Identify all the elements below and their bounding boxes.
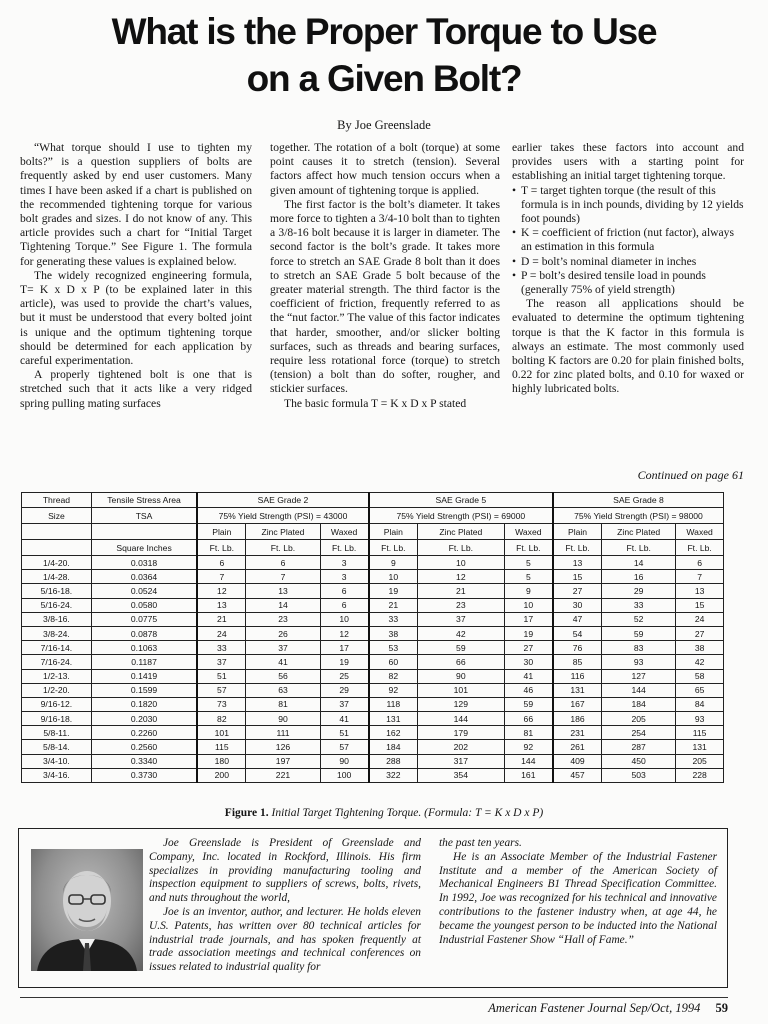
torque-cell: 25 — [320, 669, 369, 683]
thread-size-cell: 7/16-24. — [22, 655, 92, 669]
byline: By Joe Greenslade — [337, 118, 431, 132]
torque-cell: 76 — [553, 641, 602, 655]
torque-cell: 30 — [504, 655, 553, 669]
tsa-cell: 0.0524 — [91, 584, 197, 598]
torque-cell: 57 — [320, 740, 369, 754]
torque-cell: 84 — [676, 697, 724, 711]
torque-cell: 41 — [246, 655, 320, 669]
list-item: • K = coefficient of friction (nut factor), always an estimation in this formula — [512, 226, 744, 254]
torque-cell: 29 — [320, 683, 369, 697]
paragraph: The basic formula T = K x D x P stated — [284, 396, 467, 410]
tsa-cell: 0.0580 — [91, 598, 197, 612]
tsa-cell: 0.2560 — [91, 740, 197, 754]
torque-cell: 73 — [197, 697, 246, 711]
torque-cell: 3 — [320, 556, 369, 570]
torque-cell: 7 — [197, 570, 246, 584]
torque-cell: 66 — [504, 712, 553, 726]
paragraph: A properly tightened bolt is one that is stretched such that it acts like a very ridged spring pulling mating surfaces — [20, 368, 252, 410]
torque-cell: 12 — [320, 626, 369, 640]
table-row — [22, 669, 724, 683]
header-finish: Zinc Plated — [602, 524, 676, 540]
tsa-cell: 0.0364 — [91, 570, 197, 584]
article-title — [0, 8, 768, 102]
table-row — [22, 740, 724, 754]
list-item: • T = target tighten torque (the result of this formula is in inch pounds, dividing by 12 yields foot pounds) — [512, 184, 744, 227]
torque-cell: 115 — [197, 740, 246, 754]
header-grade-5: SAE Grade 5 — [369, 493, 553, 508]
torque-cell: 83 — [602, 641, 676, 655]
torque-cell: 56 — [246, 669, 320, 683]
header-finish: Plain — [369, 524, 418, 540]
torque-cell: 126 — [246, 740, 320, 754]
header-finish: Waxed — [504, 524, 553, 540]
article-column-1 — [20, 141, 252, 411]
torque-cell: 6 — [676, 556, 724, 570]
header-tsa-abbr: TSA — [91, 508, 197, 524]
header-unit: Ft. Lb. — [417, 540, 504, 556]
torque-cell: 37 — [197, 655, 246, 669]
torque-cell: 52 — [602, 612, 676, 626]
paragraph: earlier takes these factors into account and provides users with a starting point for establishing an initial target tightening torque. — [512, 141, 744, 183]
torque-cell: 17 — [320, 641, 369, 655]
portrait-icon — [31, 849, 143, 971]
header-finish: Plain — [197, 524, 246, 540]
thread-size-cell: 5/8-14. — [22, 740, 92, 754]
torque-cell: 167 — [553, 697, 602, 711]
torque-cell: 131 — [369, 712, 418, 726]
thread-size-cell: 1/2-20. — [22, 683, 92, 697]
torque-cell: 184 — [369, 740, 418, 754]
torque-cell: 59 — [504, 697, 553, 711]
thread-size-cell: 9/16-12. — [22, 697, 92, 711]
thread-size-cell: 3/8-16. — [22, 612, 92, 626]
header-finish: Waxed — [676, 524, 724, 540]
article-body — [20, 141, 744, 485]
table-row — [22, 712, 724, 726]
list-item: • D = bolt’s nominal diameter in inches — [512, 255, 744, 269]
torque-cell: 65 — [676, 683, 724, 697]
tsa-cell: 0.3730 — [91, 768, 197, 782]
tsa-cell: 0.2030 — [91, 712, 197, 726]
table-row — [22, 556, 724, 570]
table-row — [22, 570, 724, 584]
torque-cell: 15 — [676, 598, 724, 612]
header-finish: Waxed — [320, 524, 369, 540]
torque-cell: 37 — [246, 641, 320, 655]
header-unit: Ft. Lb. — [369, 540, 418, 556]
header-size: Size — [22, 508, 92, 524]
torque-cell: 6 — [246, 556, 320, 570]
torque-cell: 101 — [197, 726, 246, 740]
torque-cell: 30 — [553, 598, 602, 612]
torque-cell: 90 — [417, 669, 504, 683]
tsa-cell: 0.1820 — [91, 697, 197, 711]
torque-cell: 19 — [504, 626, 553, 640]
torque-cell: 21 — [369, 598, 418, 612]
torque-cell: 6 — [320, 598, 369, 612]
torque-cell: 205 — [676, 754, 724, 768]
torque-cell: 205 — [602, 712, 676, 726]
torque-cell: 90 — [320, 754, 369, 768]
torque-cell: 144 — [417, 712, 504, 726]
author-bio-box — [18, 828, 728, 988]
torque-cell: 60 — [369, 655, 418, 669]
torque-cell: 24 — [197, 626, 246, 640]
torque-cell: 46 — [504, 683, 553, 697]
table-row — [22, 754, 724, 768]
figure-caption — [0, 807, 768, 819]
torque-cell: 14 — [246, 598, 320, 612]
table-row — [22, 626, 724, 640]
table-row — [22, 768, 724, 782]
table-row — [22, 584, 724, 598]
torque-cell: 131 — [676, 740, 724, 754]
torque-cell: 10 — [369, 570, 418, 584]
thread-size-cell: 1/4-20. — [22, 556, 92, 570]
page-number: 59 — [715, 1001, 728, 1015]
table-row — [22, 612, 724, 626]
torque-cell: 144 — [504, 754, 553, 768]
torque-cell: 23 — [246, 612, 320, 626]
thread-size-cell: 1/4-28. — [22, 570, 92, 584]
torque-cell: 27 — [504, 641, 553, 655]
torque-cell: 92 — [369, 683, 418, 697]
torque-cell: 162 — [369, 726, 418, 740]
torque-cell: 51 — [320, 726, 369, 740]
header-tsa: Tensile Stress Area — [91, 493, 197, 508]
header-finish: Zinc Plated — [246, 524, 320, 540]
header-finish: Zinc Plated — [417, 524, 504, 540]
torque-cell: 51 — [197, 669, 246, 683]
torque-cell: 7 — [676, 570, 724, 584]
paragraph: The first factor is the bolt’s diameter. It takes more force to tighten a 3/4-10 bolt than to tighten a 3/8-16 bolt because it is larger in diameter. The second factor is the bolt’s grade. It takes more force to stretch an SAE Grade 8 bolt than it does to stretch an SAE Grade 5 bolt because of the greater material strength. The third factor is the coefficient of friction, frequently referred to as the “nut factor.” The value of this factor indicates that harder, smoother, and/or slicker bolting surfaces, such as threads and bearing surfaces, require less rotational force (torque) to stretch (tension) a bolt than do softer, rougher, and stickier surfaces. — [270, 197, 500, 396]
torque-cell: 5 — [504, 556, 553, 570]
torque-cell: 127 — [602, 669, 676, 683]
paragraph: The widely recognized engineering formula, T= K x D x P (to be explained later in this article), was used to provide the chart’s values, but it must be understood that every bolted joint is unique and the optimum tightening torque should be determined for each application by careful experimentation. — [20, 268, 252, 368]
torque-cell: 37 — [320, 697, 369, 711]
torque-cell: 42 — [676, 655, 724, 669]
tsa-cell: 0.1063 — [91, 641, 197, 655]
table-body — [22, 556, 724, 783]
torque-cell: 27 — [553, 584, 602, 598]
thread-size-cell: 3/8-24. — [22, 626, 92, 640]
header-grade-8: SAE Grade 8 — [553, 493, 724, 508]
header-grade-2: SAE Grade 2 — [197, 493, 369, 508]
table-row — [22, 726, 724, 740]
torque-cell: 26 — [246, 626, 320, 640]
torque-cell: 12 — [417, 570, 504, 584]
torque-cell: 57 — [197, 683, 246, 697]
tsa-cell: 0.1599 — [91, 683, 197, 697]
torque-cell: 41 — [504, 669, 553, 683]
torque-cell: 93 — [602, 655, 676, 669]
header-unit: Ft. Lb. — [246, 540, 320, 556]
torque-cell: 161 — [504, 768, 553, 782]
torque-cell: 15 — [553, 570, 602, 584]
table-row — [22, 598, 724, 612]
torque-cell: 101 — [417, 683, 504, 697]
torque-cell: 115 — [676, 726, 724, 740]
torque-cell: 202 — [417, 740, 504, 754]
torque-cell: 129 — [417, 697, 504, 711]
torque-cell: 33 — [602, 598, 676, 612]
thread-size-cell: 3/4-16. — [22, 768, 92, 782]
torque-cell: 16 — [602, 570, 676, 584]
torque-cell: 24 — [676, 612, 724, 626]
torque-cell: 38 — [369, 626, 418, 640]
thread-size-cell: 5/16-18. — [22, 584, 92, 598]
caption-label: Figure 1. — [224, 807, 269, 819]
torque-cell: 81 — [246, 697, 320, 711]
paragraph: together. The rotation of a bolt (torque) at some point causes it to stretch (tension). Several factors affect how much tension occurs when a given amount of tightening torque is applied. — [270, 141, 500, 197]
torque-cell: 63 — [246, 683, 320, 697]
torque-cell: 10 — [504, 598, 553, 612]
header-unit: Ft. Lb. — [197, 540, 246, 556]
paragraph: He is an Associate Member of the Industrial Fastener Institute and a member of the American Society of Mechanical Engineers B1 Thread Specification Committee. In 1992, Joe was recognized for his technical and innovative contributions to the fastener industry when, at age 44, he became the youngest person to be inducted into the National Industrial Fastener Show “Hall of Fame.” — [439, 850, 717, 946]
torque-cell: 33 — [369, 612, 418, 626]
torque-cell: 23 — [417, 598, 504, 612]
torque-cell: 197 — [246, 754, 320, 768]
torque-table — [21, 492, 724, 783]
header-unit: Ft. Lb. — [676, 540, 724, 556]
torque-cell: 186 — [553, 712, 602, 726]
torque-cell: 9 — [369, 556, 418, 570]
tsa-cell: 0.0318 — [91, 556, 197, 570]
torque-cell: 13 — [246, 584, 320, 598]
torque-cell: 100 — [320, 768, 369, 782]
torque-cell: 21 — [417, 584, 504, 598]
torque-cell: 33 — [197, 641, 246, 655]
table-row — [22, 683, 724, 697]
header-empty — [91, 524, 197, 540]
title-line-2: on a Given Bolt? — [246, 58, 522, 99]
torque-cell: 6 — [320, 584, 369, 598]
torque-cell: 261 — [553, 740, 602, 754]
thread-size-cell: 9/16-18. — [22, 712, 92, 726]
torque-cell: 10 — [417, 556, 504, 570]
torque-cell: 29 — [602, 584, 676, 598]
tsa-cell: 0.2260 — [91, 726, 197, 740]
torque-cell: 5 — [504, 570, 553, 584]
torque-cell: 228 — [676, 768, 724, 782]
header-empty — [22, 524, 92, 540]
torque-cell: 13 — [553, 556, 602, 570]
torque-cell: 93 — [676, 712, 724, 726]
continued-note: Continued on page 61 — [637, 468, 744, 482]
caption-text: Initial Target Tightening Torque. (Formula: T = K x D x P) — [271, 807, 544, 819]
header-thread: Thread — [22, 493, 92, 508]
torque-cell: 12 — [197, 584, 246, 598]
torque-cell: 19 — [369, 584, 418, 598]
torque-cell: 53 — [369, 641, 418, 655]
table-row — [22, 641, 724, 655]
torque-cell: 7 — [246, 570, 320, 584]
paragraph: Joe Greenslade is President of Greenslade and Company, Inc. located in Rockford, Illinois. His firm specializes in providing manufacturing tooling and inspection equipment to suppliers of screws, bolts, rivets, and nuts throughout the world, — [149, 837, 421, 905]
torque-cell: 90 — [246, 712, 320, 726]
torque-cell: 9 — [504, 584, 553, 598]
tsa-cell: 0.1419 — [91, 669, 197, 683]
torque-cell: 82 — [369, 669, 418, 683]
torque-cell: 47 — [553, 612, 602, 626]
torque-cell: 116 — [553, 669, 602, 683]
bio-column-2 — [439, 837, 717, 947]
paragraph: “What torque should I use to tighten my bolts?” is a question suppliers of bolts are frequently asked by end user customers. Many times I have been asked if a chart is published on the recommended tightening torque for various bolt grades and sizes. I do not know of any. This article provides such a chart for “Initial Target Tightening Torque.” See Figure 1. The formula for generating these values is explained below. — [20, 141, 252, 268]
torque-cell: 10 — [320, 612, 369, 626]
torque-cell: 66 — [417, 655, 504, 669]
page-footer — [488, 1001, 728, 1016]
torque-cell: 19 — [320, 655, 369, 669]
bio-column-1 — [149, 837, 421, 975]
torque-cell: 254 — [602, 726, 676, 740]
tsa-cell: 0.3340 — [91, 754, 197, 768]
torque-cell: 21 — [197, 612, 246, 626]
header-yield-grade-5: 75% Yield Strength (PSI) = 69000 — [369, 508, 553, 524]
list-item: • P = bolt’s desired tensile load in pounds (generally 75% of yield strength) — [512, 269, 744, 297]
torque-cell: 354 — [417, 768, 504, 782]
thread-size-cell: 5/8-11. — [22, 726, 92, 740]
torque-cell: 221 — [246, 768, 320, 782]
paragraph: The reason all applications should be evaluated to determine the optimum tightening torque is that the K factor in this formula is always an estimate. The most commonly used bolting K factors are 0.20 for plain finished bolts, 0.22 for zinc plated bolts, and 0.10 for waxed or highly lubricated bolts. — [512, 297, 744, 396]
torque-cell: 27 — [676, 626, 724, 640]
torque-cell: 111 — [246, 726, 320, 740]
torque-cell: 179 — [417, 726, 504, 740]
torque-cell: 288 — [369, 754, 418, 768]
torque-cell: 231 — [553, 726, 602, 740]
torque-cell: 81 — [504, 726, 553, 740]
torque-cell: 457 — [553, 768, 602, 782]
torque-cell: 450 — [602, 754, 676, 768]
thread-size-cell: 7/16-14. — [22, 641, 92, 655]
torque-cell: 54 — [553, 626, 602, 640]
thread-size-cell: 3/4-10. — [22, 754, 92, 768]
torque-cell: 180 — [197, 754, 246, 768]
torque-cell: 59 — [417, 641, 504, 655]
header-empty — [22, 540, 92, 556]
torque-cell: 200 — [197, 768, 246, 782]
torque-cell: 13 — [676, 584, 724, 598]
torque-cell: 118 — [369, 697, 418, 711]
header-yield-grade-8: 75% Yield Strength (PSI) = 98000 — [553, 508, 724, 524]
torque-cell: 85 — [553, 655, 602, 669]
torque-cell: 503 — [602, 768, 676, 782]
torque-cell: 317 — [417, 754, 504, 768]
thread-size-cell: 1/2-13. — [22, 669, 92, 683]
torque-cell: 82 — [197, 712, 246, 726]
article-column-2 — [270, 141, 500, 411]
torque-cell: 144 — [602, 683, 676, 697]
author-photo — [31, 849, 143, 971]
torque-cell: 38 — [676, 641, 724, 655]
paragraph: Joe is an inventor, author, and lecturer. He holds eleven U.S. Patents, has written over 80 technical articles for industrial trade journals, and has spoken frequently at trade association meetings and technical conferences on issues related to industrial quality for — [149, 905, 421, 974]
header-unit: Ft. Lb. — [553, 540, 602, 556]
torque-cell: 59 — [602, 626, 676, 640]
torque-cell: 13 — [197, 598, 246, 612]
torque-cell: 409 — [553, 754, 602, 768]
title-line-1: What is the Proper Torque to Use — [111, 11, 657, 52]
header-yield-grade-2: 75% Yield Strength (PSI) = 43000 — [197, 508, 369, 524]
header-finish: Plain — [553, 524, 602, 540]
torque-cell: 287 — [602, 740, 676, 754]
paragraph: the past ten years. — [439, 837, 522, 849]
torque-cell: 42 — [417, 626, 504, 640]
tsa-cell: 0.0878 — [91, 626, 197, 640]
thread-size-cell: 5/16-24. — [22, 598, 92, 612]
tsa-cell: 0.0775 — [91, 612, 197, 626]
torque-cell: 14 — [602, 556, 676, 570]
torque-cell: 17 — [504, 612, 553, 626]
torque-cell: 37 — [417, 612, 504, 626]
torque-cell: 184 — [602, 697, 676, 711]
torque-cell: 3 — [320, 570, 369, 584]
formula-variable-list — [512, 184, 744, 298]
table-row — [22, 697, 724, 711]
torque-cell: 58 — [676, 669, 724, 683]
torque-cell: 92 — [504, 740, 553, 754]
journal-name: American Fastener Journal Sep/Oct, 1994 — [488, 1001, 701, 1015]
tsa-cell: 0.1187 — [91, 655, 197, 669]
table-row — [22, 655, 724, 669]
header-unit: Ft. Lb. — [320, 540, 369, 556]
torque-cell: 322 — [369, 768, 418, 782]
article-column-3 — [512, 141, 744, 397]
header-units-area: Square Inches — [91, 540, 197, 556]
header-unit: Ft. Lb. — [602, 540, 676, 556]
header-unit: Ft. Lb. — [504, 540, 553, 556]
torque-cell: 41 — [320, 712, 369, 726]
torque-cell: 6 — [197, 556, 246, 570]
footer-divider — [20, 997, 728, 998]
torque-cell: 131 — [553, 683, 602, 697]
